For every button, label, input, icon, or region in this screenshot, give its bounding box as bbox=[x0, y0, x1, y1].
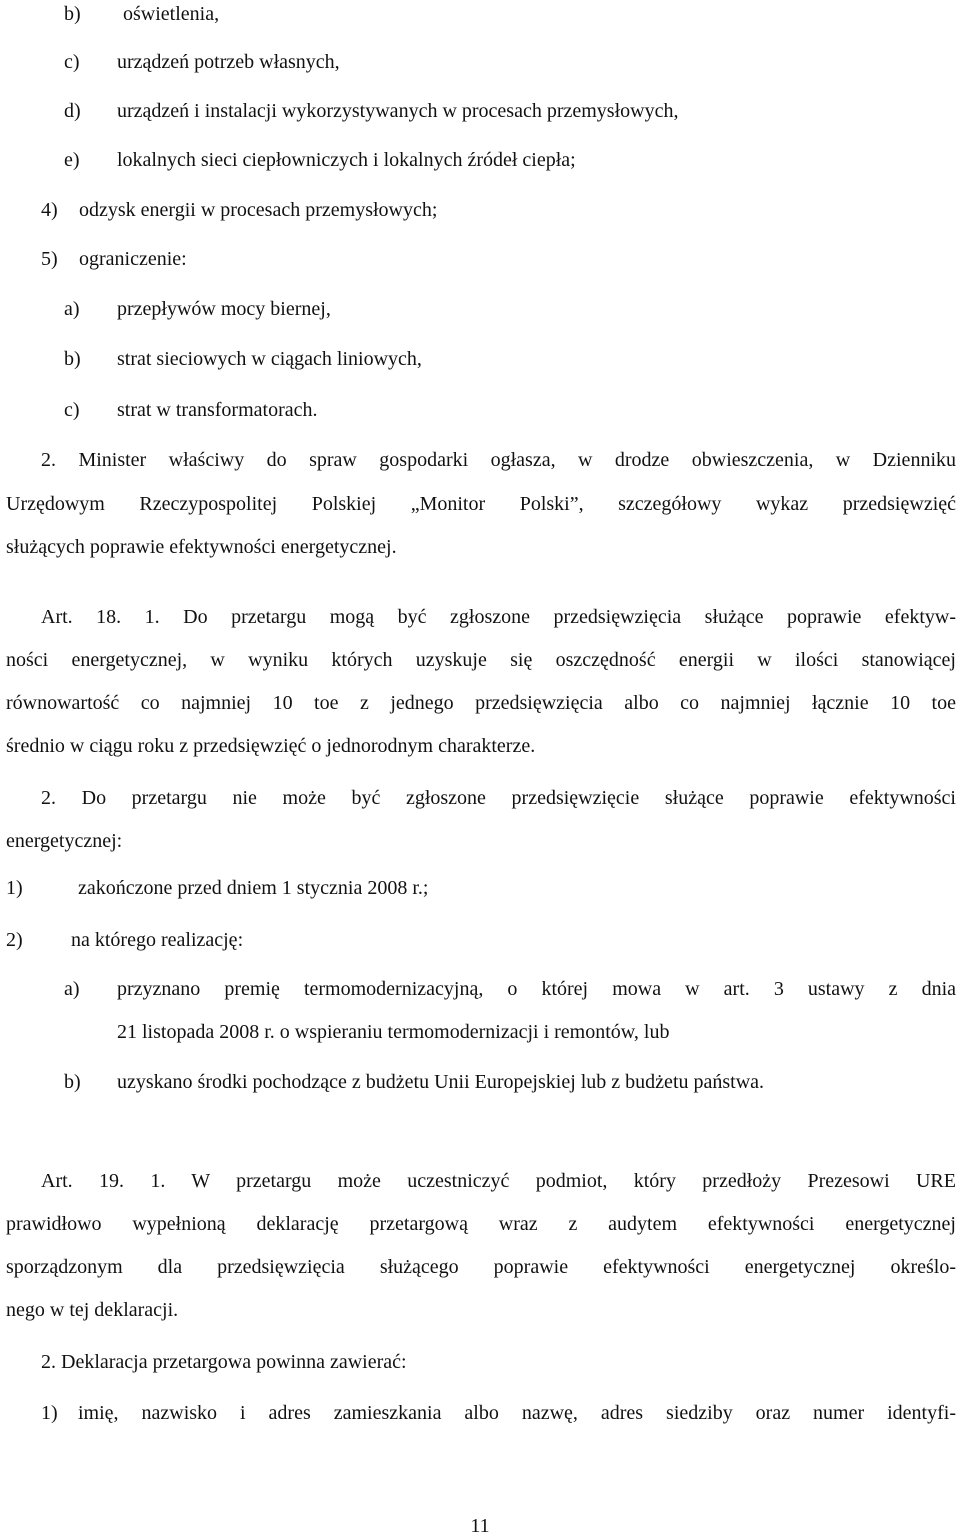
article-19-line: sporządzonym dla przedsięwzięcia służącego poprawie efektywności energetycznej określo- bbox=[6, 1256, 956, 1278]
page-number: 11 bbox=[470, 1515, 490, 1537]
paragraph-line: Urzędowym Rzeczypospolitej Polskiej „Monitor Polski”, szczegółowy wykaz przedsięwzięć bbox=[6, 493, 956, 515]
paragraph-line: 2. Minister właściwy do spraw gospodarki ogłasza, w drodze obwieszczenia, w Dzienniku bbox=[41, 449, 956, 471]
point-text: zakończone przed dniem 1 stycznia 2008 r.; bbox=[78, 877, 429, 899]
article-19-para2: 2. Deklaracja przetargowa powinna zawierać: bbox=[41, 1351, 407, 1373]
list-item-text: strat w transformatorach. bbox=[117, 399, 318, 421]
list-item-line: przyznano premię termomodernizacyjną, o której mowa w art. 3 ustawy z dnia bbox=[117, 978, 956, 1000]
list-label: a) bbox=[64, 978, 80, 1000]
article-18-para2-line: energetycznej: bbox=[6, 830, 123, 852]
article-18-line: średnio w ciągu roku z przedsięwzięć o jednorodnym charakterze. bbox=[6, 735, 536, 757]
list-item-text: przepływów mocy biernej, bbox=[117, 298, 331, 320]
article-18-line: ności energetycznej, w wyniku których uzyskuje się oszczędność energii w ilości stanowiącej bbox=[6, 649, 956, 671]
point-text: na którego realizację: bbox=[71, 929, 244, 951]
list-item-text: uzyskano środki pochodzące z budżetu Unii Europejskiej lub z budżetu państwa. bbox=[117, 1071, 765, 1093]
list-label: d) bbox=[64, 100, 81, 122]
list-item-text: urządzeń potrzeb własnych, bbox=[117, 51, 340, 73]
article-19-line: nego w tej deklaracji. bbox=[6, 1299, 179, 1321]
article-18-line: Art. 18. 1. Do przetargu mogą być zgłoszone przedsięwzięcia służące poprawie efektyw- bbox=[41, 606, 956, 628]
point-label: 1) bbox=[6, 877, 23, 899]
list-item-line: 21 listopada 2008 r. o wspieraniu termomodernizacji i remontów, lub bbox=[117, 1021, 670, 1043]
list-item-text: strat sieciowych w ciągach liniowych, bbox=[117, 348, 422, 370]
paragraph-line: służących poprawie efektywności energetycznej. bbox=[6, 536, 397, 558]
list-item-text: lokalnych sieci ciepłowniczych i lokalnych źródeł ciepła; bbox=[117, 149, 576, 171]
point-text: ograniczenie: bbox=[79, 248, 187, 270]
point-label: 1) bbox=[41, 1402, 58, 1424]
point-label: 2) bbox=[6, 929, 23, 951]
article-19-line: prawidłowo wypełnioną deklarację przetargową wraz z audytem efektywności energetycznej bbox=[6, 1213, 956, 1235]
point-text: imię, nazwisko i adres zamieszkania albo nazwę, adres siedziby oraz numer identyfi- bbox=[78, 1402, 956, 1424]
list-label: b) bbox=[64, 1071, 81, 1093]
list-item-text: urządzeń i instalacji wykorzystywanych w procesach przemysłowych, bbox=[117, 100, 679, 122]
point-label: 4) bbox=[41, 199, 58, 221]
list-item-text: oświetlenia, bbox=[123, 3, 220, 25]
list-label: a) bbox=[64, 298, 80, 320]
list-label: c) bbox=[64, 51, 80, 73]
list-label: c) bbox=[64, 399, 80, 421]
article-18-para2-line: 2. Do przetargu nie może być zgłoszone przedsięwzięcie służące poprawie efektywności bbox=[41, 787, 956, 809]
list-label: b) bbox=[64, 3, 81, 25]
list-label: e) bbox=[64, 149, 80, 171]
list-label: b) bbox=[64, 348, 81, 370]
point-label: 5) bbox=[41, 248, 58, 270]
point-text: odzysk energii w procesach przemysłowych; bbox=[79, 199, 438, 221]
article-18-line: równowartość co najmniej 10 toe z jednego przedsięwzięcia albo co najmniej łącznie 10 toe bbox=[6, 692, 956, 714]
article-19-line: Art. 19. 1. W przetargu może uczestniczyć podmiot, który przedłoży Prezesowi URE bbox=[41, 1170, 956, 1192]
